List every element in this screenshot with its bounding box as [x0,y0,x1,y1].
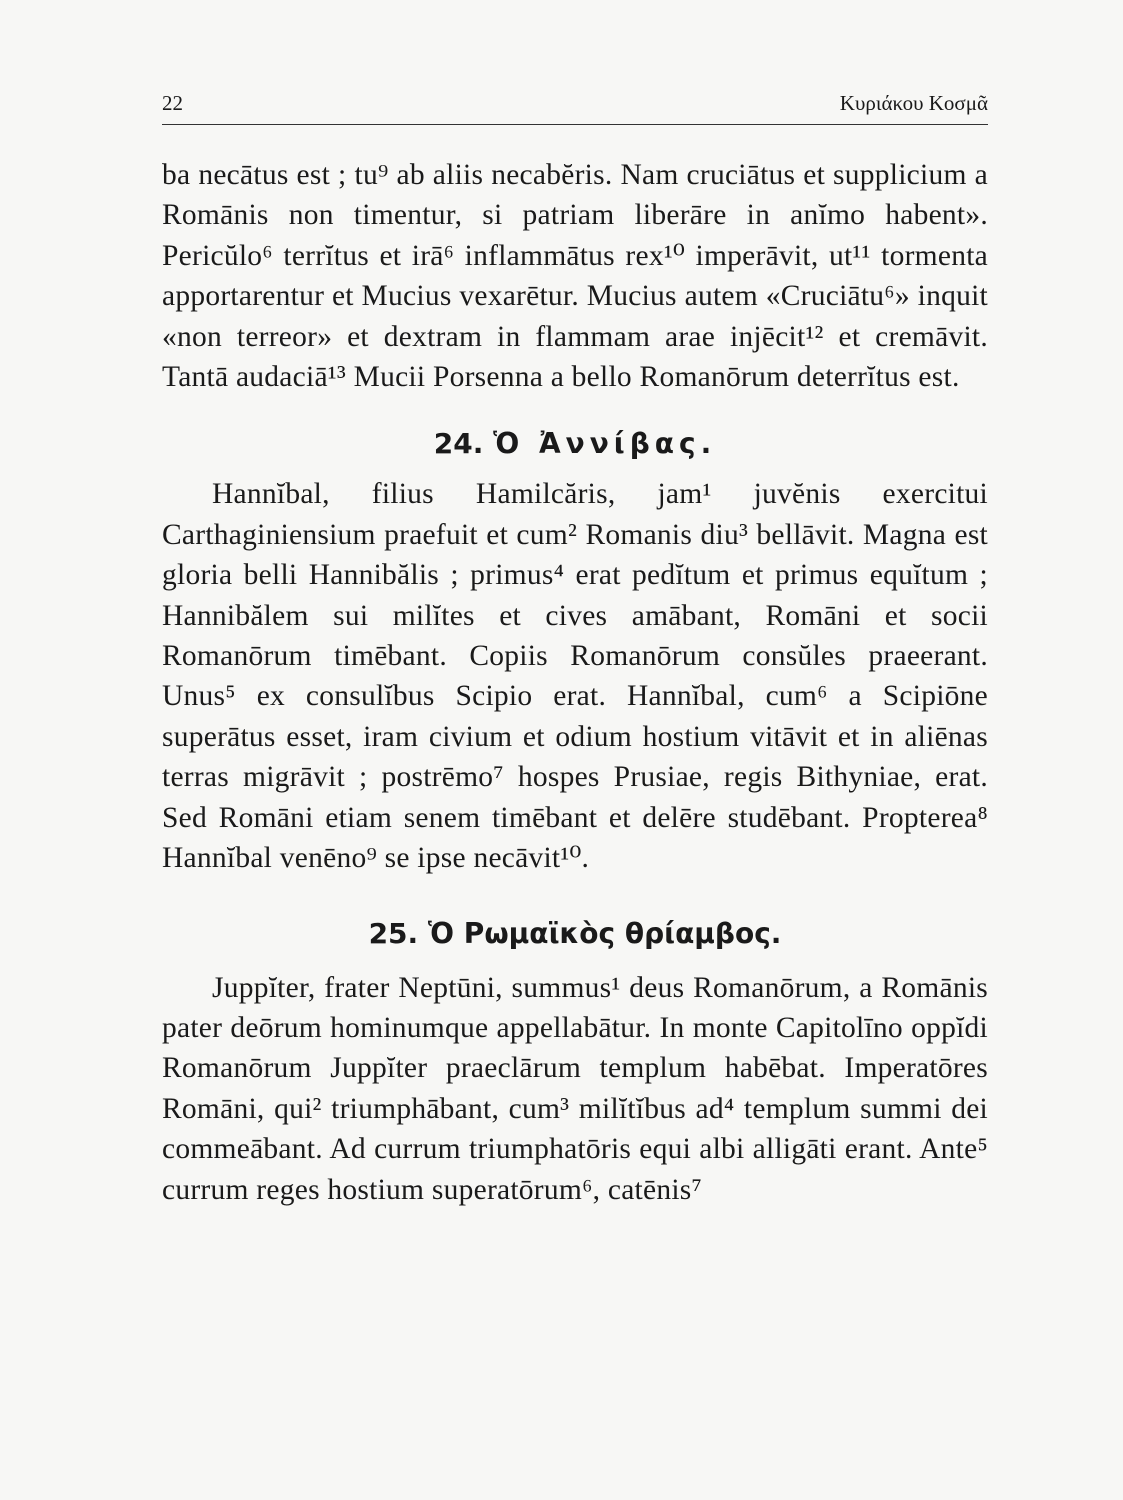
section-number: 24. [433,427,494,461]
section-heading-24 [162,424,988,464]
paragraph-hannibal: Hannĭbal, filius Hamilcăris, jam¹ juvĕnis exercitui Carthaginiensium praefuit et cum² Romanis diu³ bellāvit. Magna est gloria belli Hannibălis ; primus⁴ erat pedĭtum et primus equĭtum ; Hannibălem sui milĭtes et cives amābant, Romāni et socii Romanōrum timēbant. Copiis Romanōrum consŭles praeerant. Unus⁵ ex consulĭbus Scipio erat. Hannĭbal, cum⁶ a Scipiōne superātus esset, iram civium et odium hostium vitāvit et in aliēnas terras migrāvit ; postrēmo⁷ hospes Prusiae, regis Bithyniae, erat. Sed Romāni etiam senem timēbant et delēre studēbant. Propterea⁸ Hannĭbal venēno⁹ se ipse necāvit¹⁰. [162,478,988,875]
page-header [162,84,988,125]
section-title: Ὁ Ἀννίβας. [493,427,717,461]
section-heading-25 [162,914,988,954]
section-number: 25. [368,916,428,950]
page-body [162,155,988,1210]
running-head: Κυριάκου Κοσμᾶ [839,91,988,115]
paragraph-triumph: Juppĭter, frater Neptūni, summus¹ deus Romanōrum, a Romānis pater deōrum hominumque appellabātur. In monte Capitolīno oppĭdi Romanōrum Juppĭter praeclārum templum habēbat. Imperatōres Romāni, qui² triumphābant, cum³ milĭtĭbus ad⁴ templum summi dei commeābant. Ad currum triumphatōris equi albi alligāti erant. Ante⁵ currum reges hostium superatōrum⁶, catēnis⁷ [162,971,988,1206]
paragraph-mucius: ba necātus est ; tu⁹ ab aliis necabĕris. Nam cruciātus et supplicium a Romānis non timentur, si patriam liberāre in anĭmo habent». Pericŭlo⁶ terrĭtus et irā⁶ inflammātus rex¹⁰ imperāvit, ut¹¹ tormenta apportarentur et Mucius vexarētur. Mucius autem «Cruciātu⁶» inquit «non terreor» et dextram in flammam arae injēcit¹² et cremāvit. Tantā audaciā¹³ Mucii Porsenna a bello Romanōrum deterrĭtus est. [162,159,988,394]
section-title: Ὁ Ρωμαϊκὸς θρίαμβος. [427,916,782,950]
page-number: 22 [162,91,183,115]
